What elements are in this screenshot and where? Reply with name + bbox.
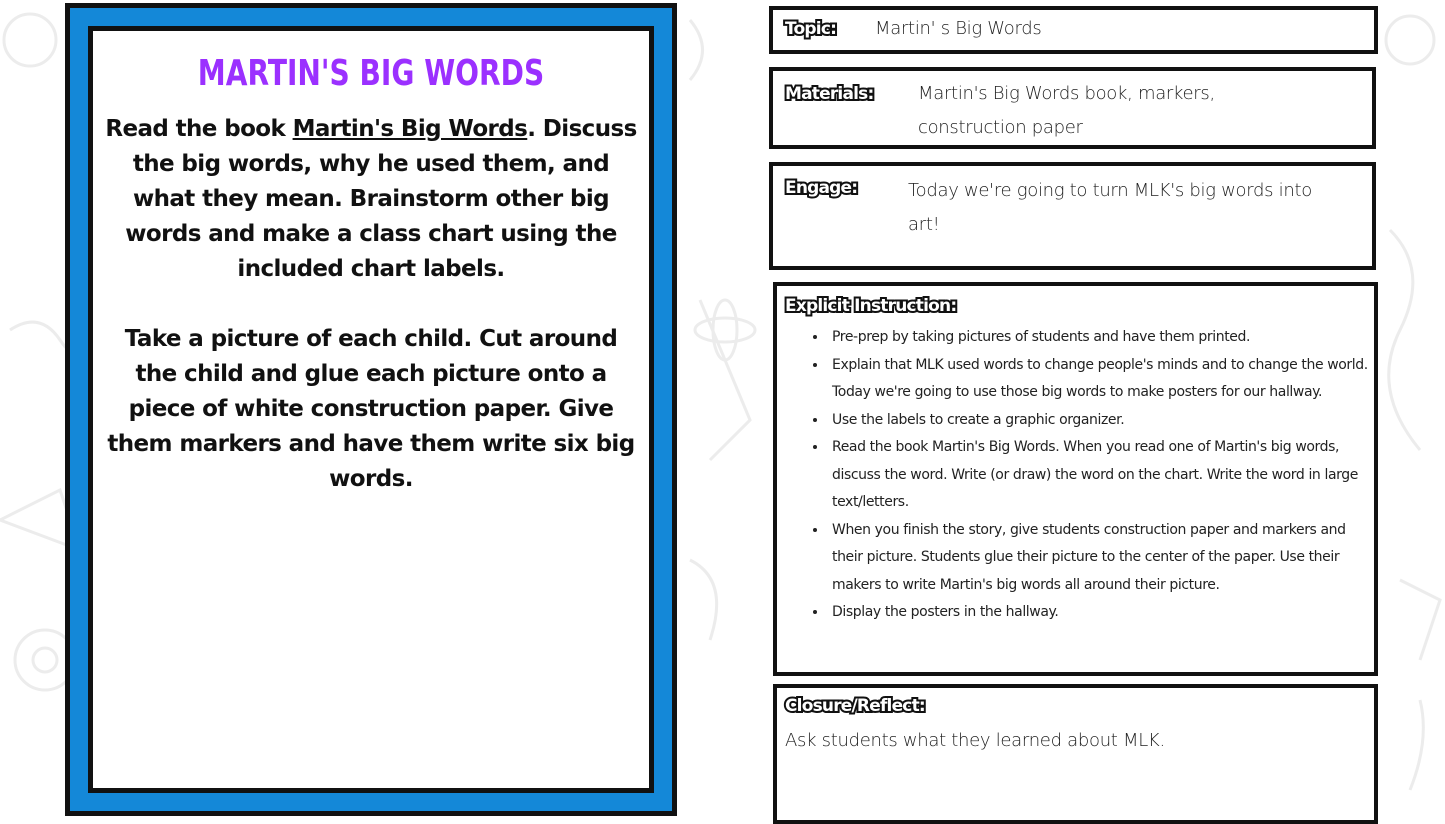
engage-line-2: art! <box>908 214 940 235</box>
materials-line-1: Martin's Big Words book, markers, <box>918 83 1215 104</box>
card-paragraph-1: Read the book Martin's Big Words. Discuss the big words, why he used them, and what they mean. Brainstorm other big words and make a class chart using the included chart labels. <box>105 116 637 282</box>
instruction-step: • Explain that MLK used words to change people's minds and to change the world. Today we're going to use those big words to make posters for our hallway. <box>828 352 1368 407</box>
instruction-step: • Display the posters in the hallway. <box>828 599 1368 627</box>
instruction-step: • When you finish the story, give students construction paper and markers and their picture. Students glue their picture to the center of the paper. Use their makers to write Martin's big words all around their picture. <box>828 517 1368 600</box>
card-title: MARTIN'S BIG WORDS <box>197 53 545 94</box>
materials-line-2: construction paper <box>918 117 1083 138</box>
materials-label: Materials: <box>785 84 874 104</box>
closure-value: Ask students what they learned about MLK. <box>785 730 1165 751</box>
engage-box <box>769 162 1376 270</box>
instruction-step: • Pre-prep by taking pictures of students and have them printed. <box>828 324 1368 352</box>
instruction-step: • Use the labels to create a graphic organizer. <box>828 407 1368 435</box>
task-card <box>65 3 677 816</box>
task-card-blue-frame <box>70 8 672 811</box>
explicit-instruction-box <box>773 282 1378 676</box>
engage-line-1: Today we're going to turn MLK's big words into <box>908 180 1312 201</box>
instruction-step: • Read the book Martin's Big Words. When you read one of Martin's big words, discuss the word. Write (or draw) the word on the chart. Write the word in large text/letters. <box>828 434 1368 517</box>
book-title: Martin's Big Words <box>292 116 528 142</box>
explicit-instruction-label: Explicit Instruction: <box>785 296 957 316</box>
engage-label: Engage: <box>785 178 858 198</box>
topic-box <box>769 6 1378 54</box>
materials-box <box>769 67 1376 149</box>
task-card-body <box>93 31 649 788</box>
topic-value: Martin' s Big Words <box>875 18 1042 39</box>
closure-label: Closure/Reflect: <box>785 696 925 716</box>
card-paragraph-2: Take a picture of each child. Cut around the child and glue each picture onto a piece of white construction paper. Give them markers and have them write six big words. <box>107 326 635 492</box>
closure-box <box>773 684 1378 824</box>
topic-label: Topic: <box>785 19 837 39</box>
instruction-steps <box>783 324 1368 627</box>
